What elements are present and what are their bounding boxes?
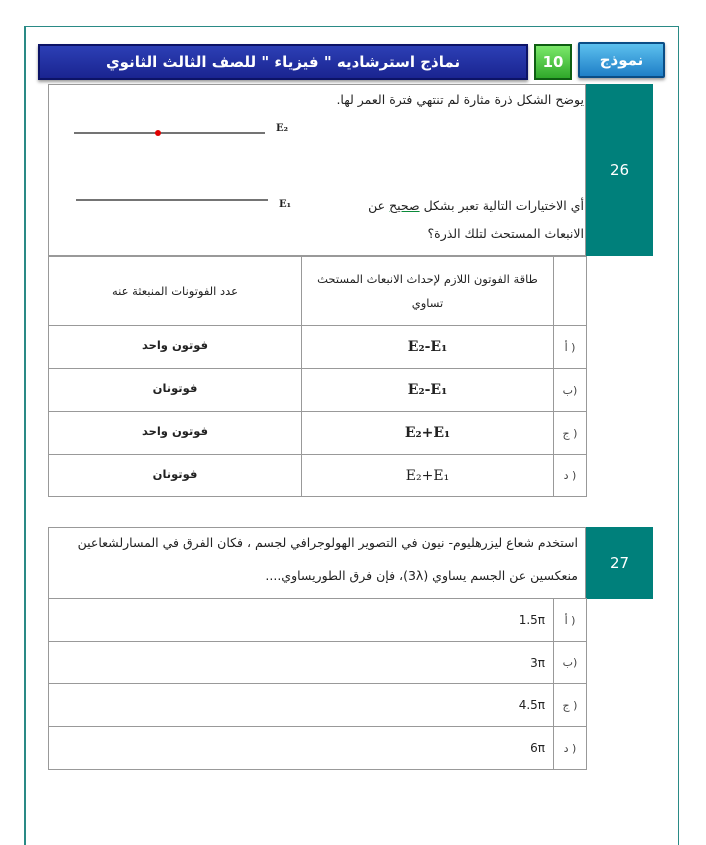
header-number: 10 [534, 44, 572, 80]
q27-option-d-letter[interactable]: د ) [553, 726, 587, 770]
q27-number: 27 [586, 527, 653, 599]
q27-option-a-letter[interactable]: أ ) [553, 598, 587, 642]
page-border-right [678, 26, 679, 845]
q27-option-b-letter[interactable]: ب) [553, 641, 587, 684]
q26-question-line1 [324, 198, 584, 213]
q26-question-part1: أي الاختيارات التالية تعبر بشكل [419, 198, 584, 213]
energy-level-diagram [70, 120, 310, 215]
q26-option-a-letter[interactable]: أ ) [553, 325, 587, 369]
q26-option-d-photons: فوتونان [48, 454, 302, 497]
q26-option-c-energy: E₂+E₁ [301, 411, 554, 455]
q26-header-energy: طاقة الفوتون اللازم لإحداث الانبعاث المستحث تساوي [301, 256, 554, 326]
q26-option-a-photons: فوتون واحد [48, 325, 302, 369]
q26-intro: يوضح الشكل ذرة مثارة لم تنتهي فترة العمر لها. [336, 92, 584, 107]
level-e2-label: E₂ [276, 123, 289, 134]
header-model-label: نموذج [578, 42, 665, 78]
q26-option-c-letter[interactable]: ج ) [553, 411, 587, 455]
q27-option-b-value: 3π [48, 641, 554, 684]
q27-option-d-value: 6π [48, 726, 554, 770]
q26-header-letter-cell [553, 256, 587, 326]
level-e1-label: E₁ [279, 199, 292, 210]
excited-electron-dot [155, 130, 161, 136]
q26-option-b-letter[interactable]: ب) [553, 368, 587, 412]
q27-line1: استخدم شعاع ليزرهليوم- نيون في التصوير الهولوجرافي لجسم ، فكان الفرق في المسارلشعاعين [77, 535, 578, 550]
q26-question-part2: عن [368, 198, 390, 213]
q26-header-photons: عدد الفوتونات المنبعثة عنه [48, 256, 302, 326]
q26-option-b-photons: فوتونان [48, 368, 302, 412]
q27-option-c-value: 4.5π [48, 683, 554, 727]
q27-option-c-letter[interactable]: ج ) [553, 683, 587, 727]
q26-option-a-energy: E₂-E₁ [301, 325, 554, 369]
q26-question-line2: الانبعاث المستحث لتلك الذرة؟ [427, 226, 584, 241]
header-title: نماذج استرشاديه " فيزياء " للصف الثالث الثانوي [38, 44, 528, 80]
q27-line2: منعكسين عن الجسم يساوي (3λ)، فإن فرق الطوريساوي.... [265, 568, 578, 583]
q26-option-b-energy: E₂-E₁ [301, 368, 554, 412]
q27-option-a-value: 1.5π [48, 598, 554, 642]
q26-question-emphasis: صحيح [389, 198, 420, 213]
q26-option-c-photons: فوتون واحد [48, 411, 302, 455]
q26-option-d-energy: E₂+E₁ [301, 454, 554, 497]
q26-number: 26 [586, 84, 653, 256]
page-border-top [24, 26, 679, 27]
page-border-left [24, 26, 26, 845]
q26-option-d-letter[interactable]: د ) [553, 454, 587, 497]
